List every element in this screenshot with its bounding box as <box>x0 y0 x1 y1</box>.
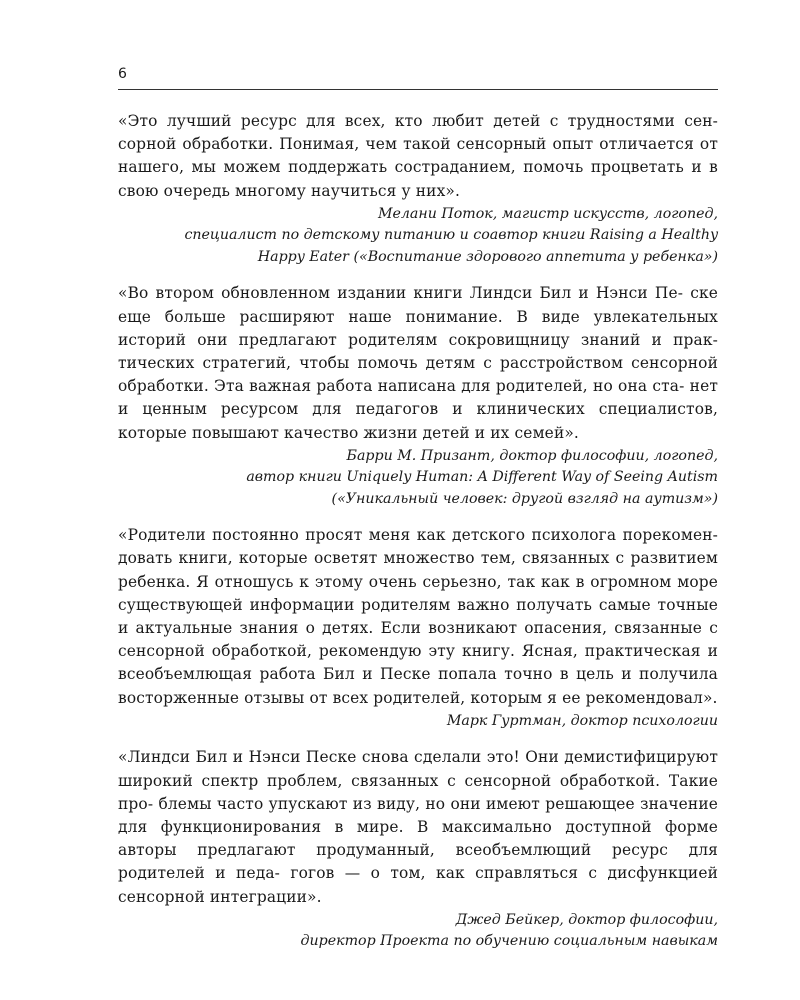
quote-text <box>118 110 718 203</box>
quote-line: «Во втором обновленном издании книги Линдси Бил и Нэнси Пе- <box>118 284 684 303</box>
attribution-line: Барри М. Призант, доктор философии, логопед, <box>346 447 718 464</box>
quote-line: нет и ценным ресурсом для педагогов и клинических специалистов, <box>118 377 719 419</box>
quote-line: довать книги, которые осветят множество тем, связанных с развитием <box>118 549 718 568</box>
quote-text <box>118 524 718 710</box>
quote-line: и актуальные знания о детях. Если возникают опасения, связанные <box>118 619 703 638</box>
attribution-line: Мелани Поток, магистр искусств, логопед, <box>377 205 718 222</box>
page-number: 6 <box>118 66 127 82</box>
quote-line: гогов — о том, как справляться с дисфункцией сенсорной интеграции». <box>118 864 719 906</box>
quote-line: которые повышают качество жизни детей и их семей». <box>118 423 579 442</box>
quote-line: сорной обработки. Понимая, чем такой сенсорный опыт отличается <box>118 135 694 154</box>
quote-line: с сенсорной обработкой, рекомендую эту книгу. Ясная, практическая <box>118 619 719 661</box>
quote-block-4 <box>118 746 718 952</box>
quote-line: историй они предлагают родителям сокровищницу знаний и прак- <box>118 330 718 349</box>
quote-line: «Это лучший ресурс для всех, кто любит детей с трудностями сен- <box>118 112 718 130</box>
attribution-line: Happy Eater («Воспитание здорового аппетита у ребенка») <box>257 248 718 265</box>
attribution-line: («Уникальный человек: другой взгляд на аутизм») <box>331 490 718 507</box>
quote-line: обработки. Эта важная работа написана для родителей, но она ста- <box>118 377 685 396</box>
quote-block-3 <box>118 524 718 732</box>
header-rule <box>118 89 718 90</box>
quote-line: блемы часто упускают из виду, но они имеют решающее значение для <box>118 794 719 836</box>
quote-line: «Линдси Бил и Нэнси Песке снова сделали это! Они демистифицируют <box>118 748 718 767</box>
quote-attribution <box>118 204 718 269</box>
attribution-line: Джед Бейкер, доктор философии, <box>455 911 718 928</box>
quote-line: функционирования в мире. В максимально доступной форме авторы <box>118 817 719 860</box>
quote-attribution <box>118 711 718 733</box>
quote-line: тических стратегий, чтобы помочь детям с расстройством сенсорной <box>118 353 718 372</box>
quote-line: широкий спектр проблем, связанных с сенсорной обработкой. Такие про- <box>118 771 718 813</box>
page-content <box>118 110 718 967</box>
quote-line: предлагают продуманный, всеобъемлющий ресурс для родителей и педа- <box>118 841 719 883</box>
attribution-line: специалист по детскому питанию и соавтор книги Raising a Healthy <box>184 227 718 244</box>
quote-line: и всеобъемлющая работа Бил и Песке попала точно в цель и получила <box>118 642 718 684</box>
quote-line: и в свою очередь многому научиться у них». <box>118 158 718 200</box>
quote-line: «Родители постоянно просят меня как детского психолога порекомен- <box>118 526 718 545</box>
quote-line: от нашего, мы можем поддержать состраданием, помочь процветать <box>118 135 719 177</box>
quote-text <box>118 746 718 908</box>
attribution-line: Марк Гуртман, доктор психологии <box>446 712 718 729</box>
quote-block-2 <box>118 282 718 510</box>
attribution-line: автор книги Uniquely Human: A Different Way of Seeing Autism <box>246 469 718 486</box>
quote-text <box>118 282 718 444</box>
quote-line: ске еще больше расширяют наше понимание. В виде увлекательных <box>118 284 718 326</box>
quote-line: ребенка. Я отношусь к этому очень серьезно, так как в огромном море <box>118 572 718 591</box>
quote-line: существующей информации родителям важно получать самые точные <box>118 595 718 614</box>
quote-line: восторженные отзывы от всех родителей, которым я ее рекомендовал». <box>118 688 718 707</box>
quote-attribution <box>118 910 718 953</box>
quote-attribution <box>118 446 718 511</box>
attribution-line: директор Проекта по обучению социальным навыкам <box>300 933 718 950</box>
quote-block-1 <box>118 110 718 268</box>
